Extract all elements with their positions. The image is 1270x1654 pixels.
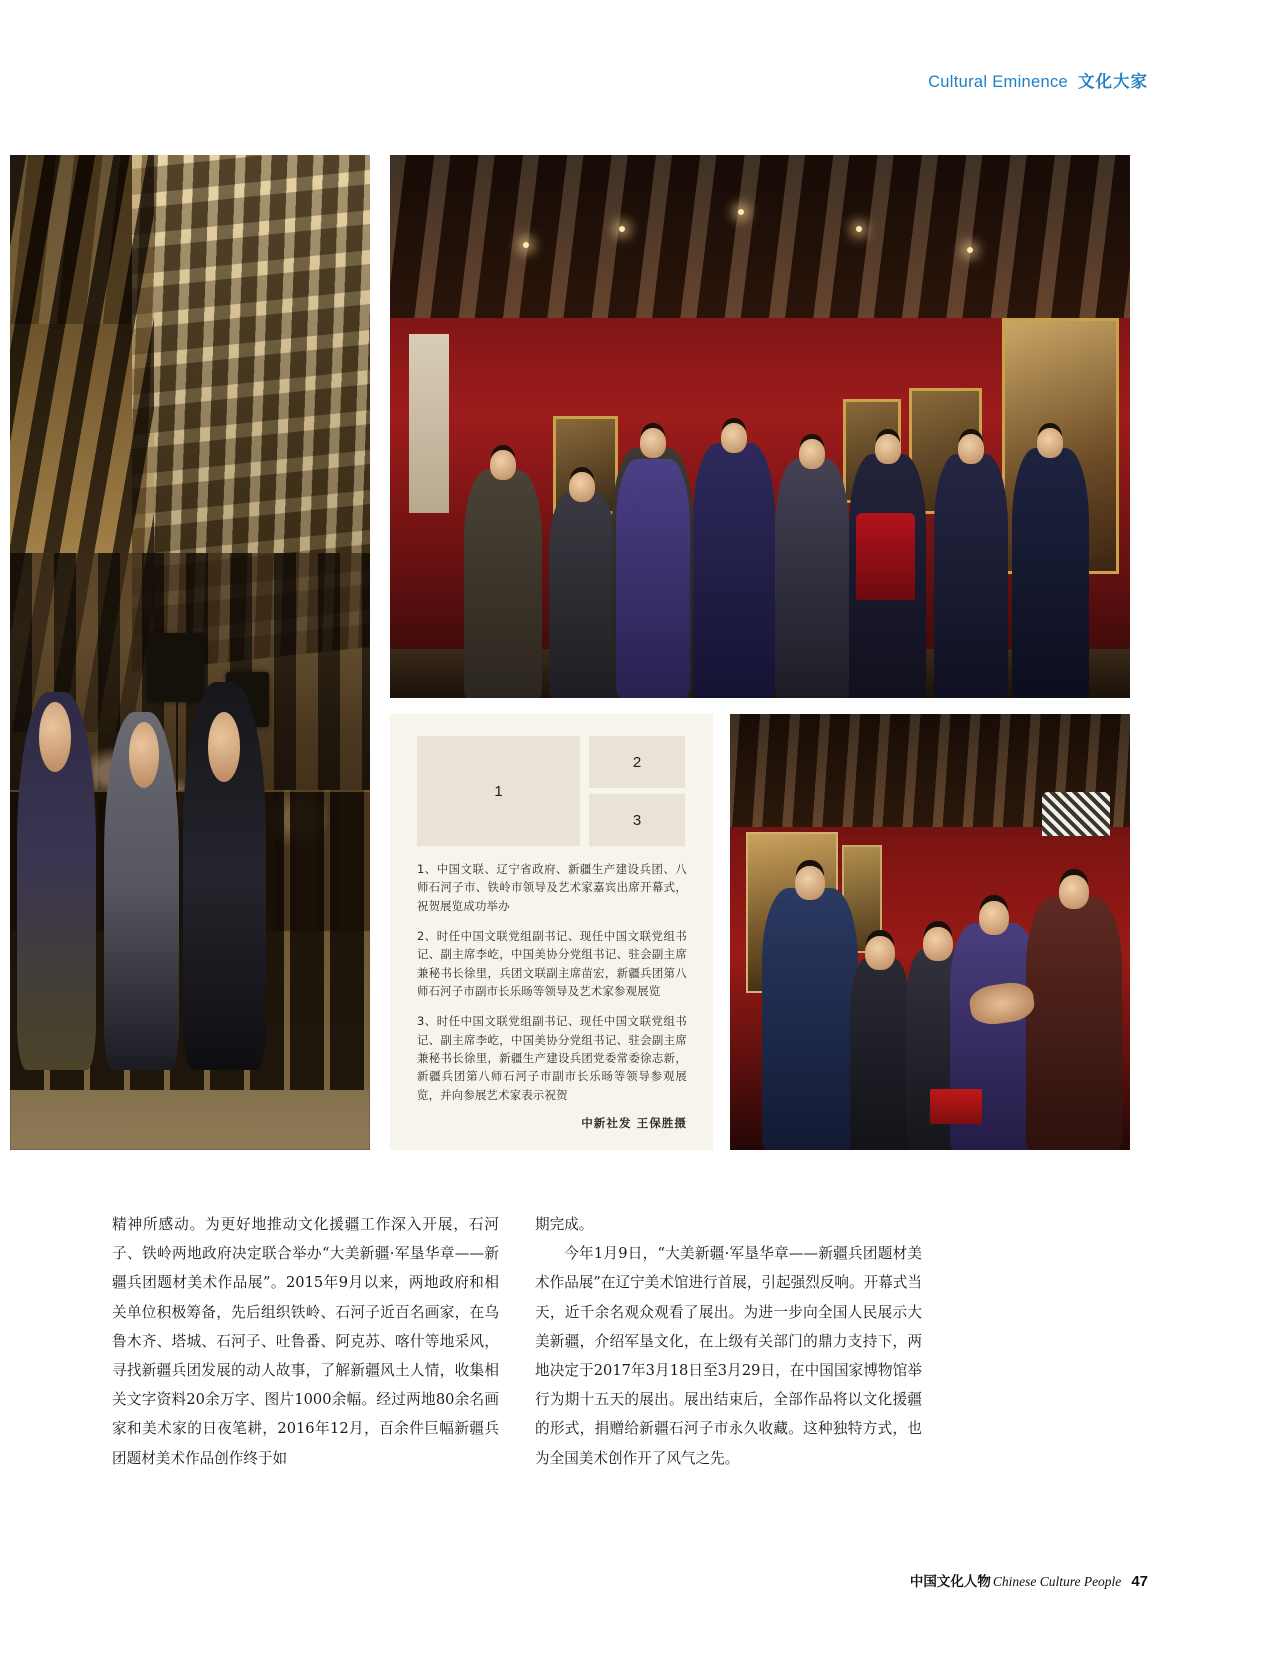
visitor-red-jacket <box>856 513 915 600</box>
face <box>39 702 71 772</box>
face <box>490 450 516 480</box>
face <box>129 722 160 788</box>
face <box>208 712 240 782</box>
caption-item-3: 3、时任中国文联党组副书记、现任中国文联党组书记、副主席李屹，中国美协分党组书记、驻会副主席兼秘书长徐里，新疆生产建设兵团党委常委徐志新，新疆兵团第八师石河子市副市长乐旸等领导参观展览，并向参展艺术家表示祝贺 <box>417 1014 687 1102</box>
layout-box-2-label: 2 <box>632 753 642 771</box>
face <box>1037 428 1063 458</box>
official-in-blue-suit <box>762 888 858 1150</box>
header-title-en: Cultural Eminence <box>928 73 1068 91</box>
page-number: 47 <box>1131 1573 1148 1590</box>
face <box>640 428 666 458</box>
face <box>875 434 901 464</box>
caption-list <box>417 860 687 1104</box>
embroidered-cap <box>1042 792 1110 836</box>
photo-leaders-touring-gallery <box>390 155 1130 698</box>
video-camera-icon <box>147 633 205 703</box>
uygur-artist <box>1026 897 1122 1150</box>
article-body <box>112 1210 922 1473</box>
body-column-right <box>535 1210 922 1473</box>
attendee <box>850 958 910 1150</box>
footer-title-cn: 中国文化人物 <box>909 1574 991 1590</box>
layout-box-3 <box>589 794 685 846</box>
face <box>923 927 953 961</box>
visitor <box>549 492 616 698</box>
caption-item-2: 2、时任中国文联党组副书记、现任中国文联党组书记、副主席李屹，中国美协分党组书记、驻会副主席兼秘书长徐里，兵团文联副主席苗宏，新疆兵团第八师石河子市副市长乐旸等领导及艺术家参观展览 <box>417 928 687 999</box>
body-paragraph: 今年1月9日，“大美新疆·军垦华章——新疆兵团题材美术作品展”在辽宁美术馆进行首展，引起强烈反响。开幕式当天，近千余名观众观看了展出。为进一步向全国人民展示大美新疆，介绍军垦文化，在上级有关部门的鼎力支持下，两地决定于2017年3月18日至3月29日，在中国国家博物馆举行为期十五天的展出。展出结束后，全部作品将以文化援疆的形式，捐赠给新疆石河子市永久收藏。这种独特方式，也为全国美术创作开了风气之先。 <box>535 1245 922 1467</box>
body-paragraph: 精神所感动。为更好地推动文化援疆工作深入开展，石河子、铁岭两地政府决定联合举办“大美新疆·军垦华章——新疆兵团题材美术作品展”。2015年9月以来，两地政府和相关单位积极筹备，先后组织铁岭、石河子近百名画家，在乌鲁木齐、塔城、石河子、吐鲁番、阿克苏、喀什等地采风，寻找新疆兵团发展的动人故事，了解新疆风土人情，收集相关文字资料20余万字、图片1000余幅。经过两地80余名画家和美术家的日夜笔耕，2016年12月，百余件巨幅新疆兵团题材美术作品创作终于如 <box>112 1216 499 1467</box>
page-header <box>928 68 1148 92</box>
layout-box-1-label: 1 <box>494 782 503 800</box>
face <box>865 936 895 970</box>
caption-panel <box>390 714 713 1150</box>
visitor-in-purple-dress <box>616 459 690 698</box>
visitor <box>464 470 542 698</box>
page-footer <box>910 1570 1148 1590</box>
face <box>799 439 825 469</box>
footer-title-en: Chinese Culture People <box>992 1574 1122 1589</box>
layout-box-2 <box>589 736 685 788</box>
visitor <box>775 459 849 698</box>
visitor <box>934 454 1008 698</box>
photo-handshake-with-artist <box>730 714 1130 1150</box>
face <box>1059 875 1089 909</box>
visitor <box>693 443 774 698</box>
body-paragraph: 期完成。 <box>535 1216 594 1233</box>
face <box>979 901 1009 935</box>
photo-layout-diagram <box>417 736 687 846</box>
photo-opening-ceremony-audience <box>10 155 370 1150</box>
red-envelope <box>930 1089 982 1124</box>
face <box>958 434 984 464</box>
body-column-left <box>112 1210 499 1473</box>
visitor <box>1012 448 1090 698</box>
face <box>569 472 595 502</box>
layout-box-3-label: 3 <box>632 811 642 829</box>
header-title-cn: 文化大家 <box>1078 72 1148 91</box>
face <box>795 866 825 900</box>
layout-box-1 <box>417 736 580 846</box>
caption-item-1: 1、中国文联、辽宁省政府、新疆生产建设兵团、八师石河子市、铁岭市领导及艺术家嘉宾出席开幕式，祝贺展览成功举办 <box>417 862 687 913</box>
photo-credit: 中新社发 王保胜摄 <box>581 1116 687 1131</box>
face <box>721 423 747 453</box>
